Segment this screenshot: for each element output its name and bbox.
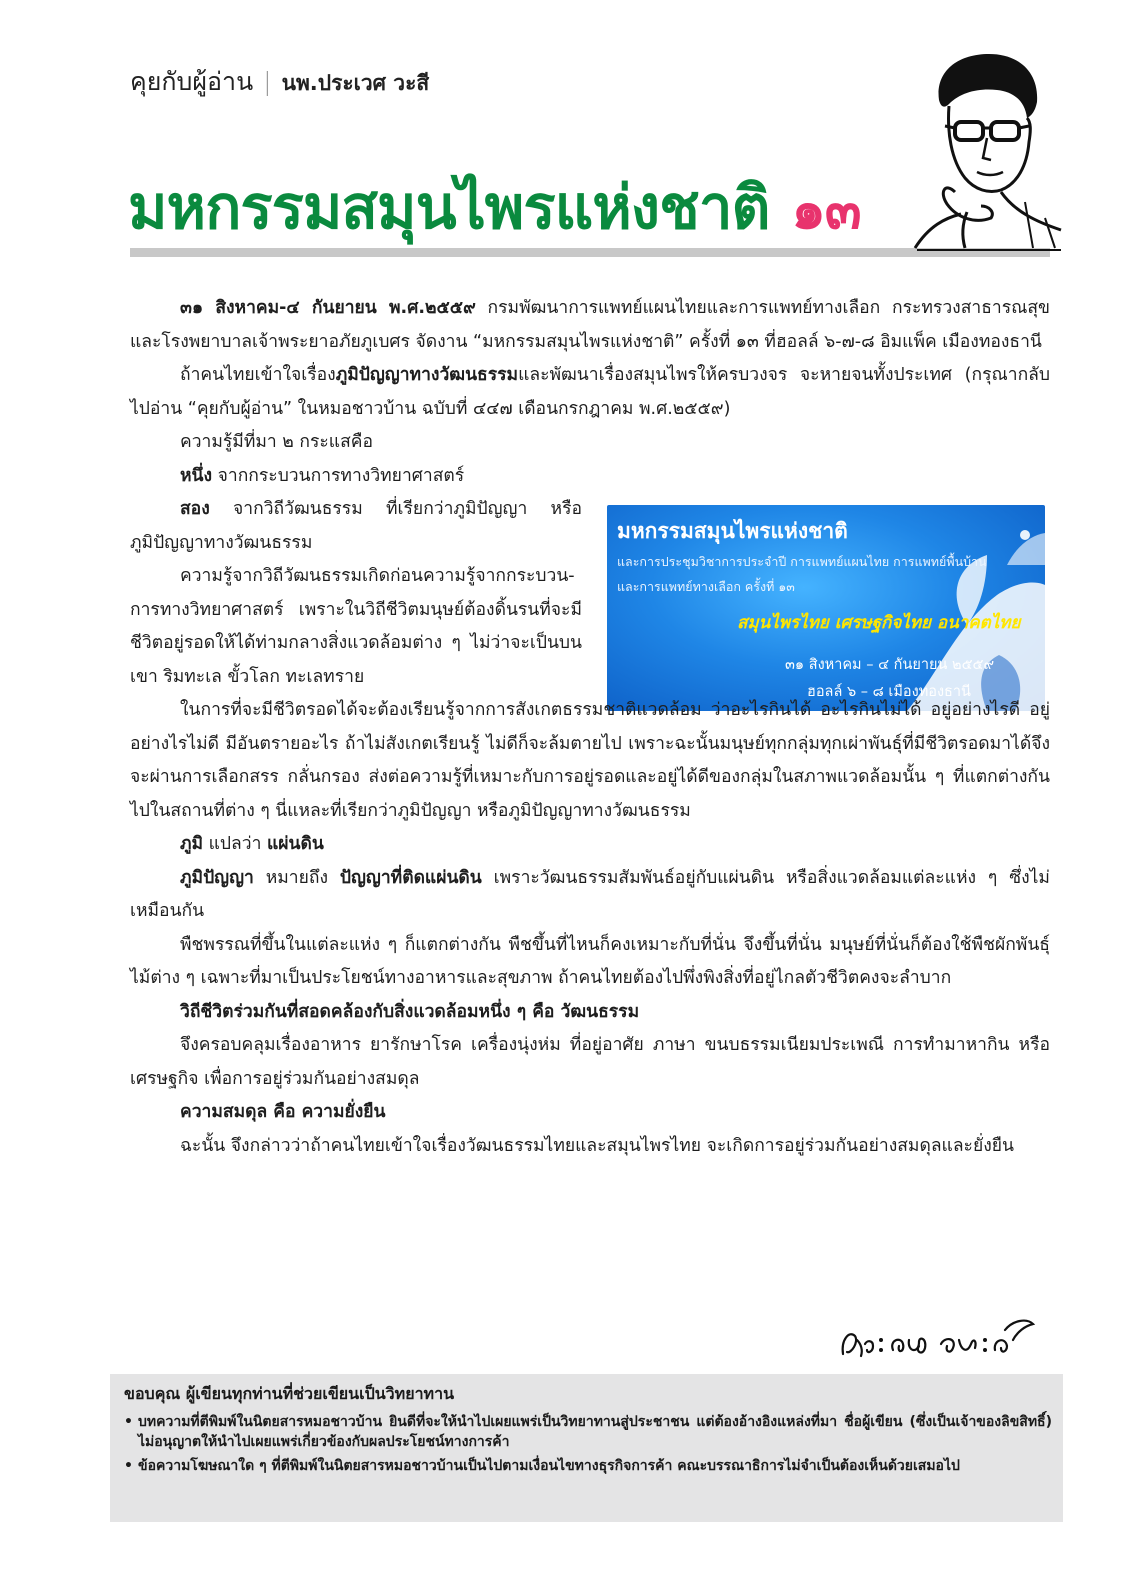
page-title-number: ๑๓ xyxy=(791,178,861,241)
event-dates: ๓๑ สิงหาคม-๔ กันยายน พ.ศ.๒๕๕๙ xyxy=(180,298,476,318)
signature-icon xyxy=(835,1310,1040,1372)
paragraph-14: ฉะนั้น จึงกล่าวว่าถ้าคนไทยเข้าใจเรื่องวัฒนธรรมไทยและสมุนไพรไทย จะเกิดการอยู่ร่วมกันอย่างสมดุลและยั่งยืน xyxy=(180,1135,1014,1156)
paragraph-12: จึงครอบคลุมเรื่องอาหาร ยารักษาโรค เครื่องนุ่งห่ม ที่อยู่อาศัย ภาษา ขนบธรรมเนียมประเพณี การทำมาหากิน หรือเศรษฐกิจ เพื่อการอยู่ร่วมกันอย่างสมดุล xyxy=(130,1035,1050,1089)
paragraph-5: สอง จากวิถีวัฒนธรรม ที่เรียกว่าภูมิปัญญา หรือภูมิปัญญาทางวัฒนธรรม xyxy=(130,499,582,553)
paragraph-3: ความรู้มีที่มา ๒ กระแสคือ xyxy=(180,432,373,452)
paragraph-6: ความรู้จากวิถีวัฒนธรรมเกิดก่อนความรู้จากกระบวน-การทางวิทยาศาสตร์ เพราะในวิถีชีวิตมนุษย์ต้องดิ้นรนที่จะมีชีวิตอยู่รอดให้ได้ท่ามกลางสิ่งแวดล้อมต่าง ๆ ไม่ว่าจะเป็นบนเขา ริมทะเล ขั้วโลก ทะเลทราย xyxy=(130,566,582,687)
banner-subtitle-line2: และการแพทย์ทางเลือก ครั้งที่ ๑๓ xyxy=(617,579,795,594)
paragraph-7: ในการที่จะมีชีวิตรอดได้จะต้องเรียนรู้จากการสังเกตธรรมชาติแวดล้อม ว่าอะไรกินได้ อะไรกินไม่ได้ อยู่อย่างไรดี อยู่อย่างไรไม่ดี มีอันตรายอะไร ถ้าไม่สังเกตเรียนรู้ ไม่ดีก็จะล้มตายไป เพราะฉะนั้นมนุษย์ทุกกลุ่มทุกเผ่าพันธุ์ที่มีชีวิตรอดมาได้จึงจะผ่านการเลือกสรร กลั่นกรอง ส่งต่อความรู้ที่เหมาะกับการอยู่รอดและอยู่ได้ดีของกลุ่มในสภาพแวดล้อมนั้น ๆ ที่แตกต่างกันไปในสถานที่ต่าง ๆ นี่แหละที่เรียกว่าภูมิปัญญา หรือภูมิปัญญาทางวัฒนธรรม xyxy=(130,700,1050,821)
author-name: นพ.ประเวศ วะสี xyxy=(281,71,430,95)
paragraph-1: ๓๑ สิงหาคม-๔ กันยายน พ.ศ.๒๕๕๙ กรมพัฒนาการแพทย์แผนไทยและการแพทย์ทางเลือก กระทรวงสาธารณสุข และโรงพยาบาลเจ้าพระยาอภัยภูเบศร จัดงาน “มหกรรมสมุนไพรแห่งชาติ” ครั้งที่ ๑๓ ที่ฮอลล์ ๖-๗-๘ อิมแพ็ค เมืองทองธานี xyxy=(130,298,1050,352)
footer-notes xyxy=(124,1412,1052,1480)
page-title xyxy=(128,160,861,255)
paragraph-11: วิถีชีวิตร่วมกันที่สอดคล้องกับสิ่งแวดล้อมหนึ่ง ๆ คือ วัฒนธรรม xyxy=(180,1001,640,1022)
paragraph-4: หนึ่ง จากกระบวนการทางวิทยาศาสตร์ xyxy=(180,465,465,486)
author-portrait-icon xyxy=(905,42,1065,254)
footer-note: • บทความที่ตีพิมพ์ในนิตยสารหมอชาวบ้าน ยินดีที่จะให้นำไปเผยแพร่เป็นวิทยาทานสู่ประชาชน แต่ต้องอ้างอิงแหล่งที่มา ชื่อผู้เขียน (ซึ่งเป็นเจ้าของลิขสิทธิ์) ไม่อนุญาตให้นำไปเผยแพร่เกี่ยวข้องกับผลประโยชน์ทางการค้า xyxy=(124,1412,1052,1452)
page-title-text: มหกรรมสมุนไพรแห่งชาติ xyxy=(128,173,770,243)
banner-venue: ฮอลล์ ๖ – ๘ เมืองทองธานี xyxy=(807,684,971,700)
footer-note: • ข้อความโฆษณาใด ๆ ที่ตีพิมพ์ในนิตยสารหมอชาวบ้านเป็นไปตามเงื่อนไขทางธุรกิจการค้า คณะบรรณาธิการไม่จำเป็นต้องเห็นด้วยเสมอไป xyxy=(124,1456,1052,1476)
footer-notice xyxy=(110,1374,1063,1522)
banner-slogan: สมุนไพรไทย เศรษฐกิจไทย อนาคตไทย xyxy=(737,613,1021,633)
banner-date: ๓๑ สิงหาคม – ๔ กันยายน ๒๕๕๙ xyxy=(785,657,995,673)
paragraph-8: ภูมิ แปลว่า แผ่นดิน xyxy=(180,834,324,854)
article-body xyxy=(130,292,1050,1163)
column-label xyxy=(130,62,429,102)
paragraph-13: ความสมดุล คือ ความยั่งยืน xyxy=(180,1102,386,1122)
banner-subtitle-line1: และการประชุมวิชาการประจำปี การแพทย์แผนไทย การแพทย์พื้นบ้าน xyxy=(617,554,987,569)
paragraph-9: ภูมิปัญญา หมายถึง ปัญญาที่ติดแผ่นดิน เพราะวัฒนธรรมสัมพันธ์อยู่กับแผ่นดิน หรือสิ่งแวดล้อมแต่ละแห่ง ๆ ซึ่งไม่เหมือนกัน xyxy=(130,867,1050,921)
header-separator: | xyxy=(263,67,272,96)
footer-heading: ขอบคุณ ผู้เขียนทุกท่านที่ช่วยเขียนเป็นวิทยาทาน xyxy=(124,1384,455,1403)
paragraph-10: พืชพรรณที่ขึ้นในแต่ละแห่ง ๆ ก็แตกต่างกัน พืชขึ้นที่ไหนก็คงเหมาะกับที่นั่น จึงขึ้นที่นั่น มนุษย์ที่นั่นก็ต้องใช้พืชผักพันธุ์ไม้ต่าง ๆ เฉพาะที่มาเป็นประโยชน์ทางอาหารและสุขภาพ ถ้าคนไทยต้องไปพึ่งพิงสิ่งที่อยู่ไกลตัวชีวิตคงจะลำบาก xyxy=(130,934,1050,988)
paragraph-2: ถ้าคนไทยเข้าใจเรื่องภูมิปัญญาทางวัฒนธรรมและพัฒนาเรื่องสมุนไพรให้ครบวงจร จะหายจนทั้งประเทศ (กรุณากลับไปอ่าน “คุยกับผู้อ่าน” ในหมอชาวบ้าน ฉบับที่ ๔๔๗ เดือนกรกฎาคม พ.ศ.๒๕๕๙) xyxy=(130,365,1050,419)
banner-title: มหกรรมสมุนไพรแห่งชาติ xyxy=(617,519,848,543)
column-name: คุยกับผู้อ่าน xyxy=(130,67,254,96)
